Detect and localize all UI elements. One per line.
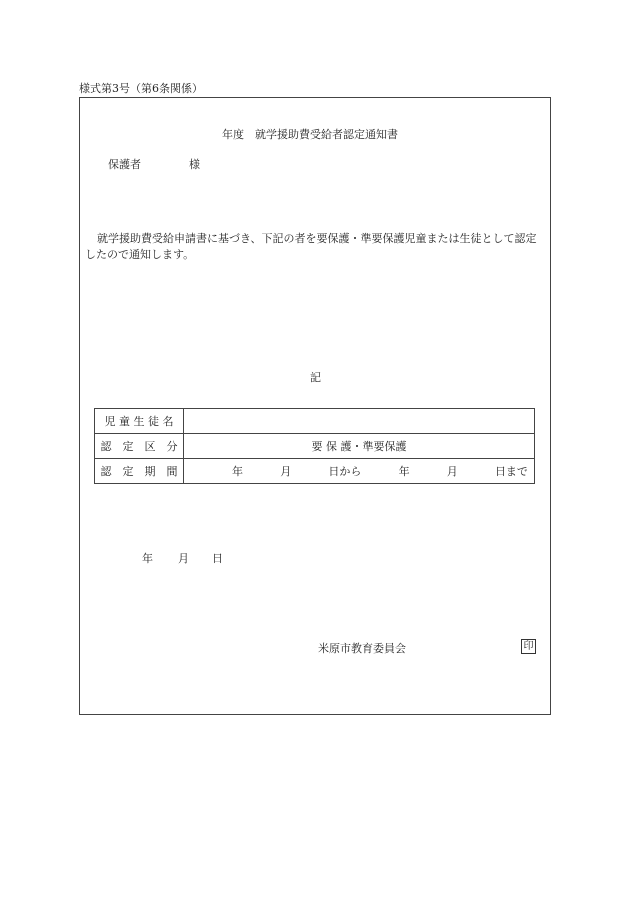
issue-date-month: 月 <box>178 552 189 565</box>
period-label: 認 定 期 間 <box>95 459 184 484</box>
form-frame <box>79 97 551 715</box>
table-row <box>95 459 535 484</box>
issue-date-day: 日 <box>212 552 223 565</box>
category-label: 認 定 区 分 <box>95 434 184 459</box>
period-value <box>184 459 535 484</box>
period-start-day: 日から <box>328 465 362 478</box>
student-name-value <box>184 409 535 434</box>
guardian-label: 保護者 <box>108 158 141 171</box>
honorific: 様 <box>189 158 200 171</box>
table-row <box>95 409 535 434</box>
period-start-year: 年 <box>232 465 243 478</box>
period-end-day: 日まで <box>494 465 528 478</box>
issue-date-year: 年 <box>142 552 153 565</box>
document-title: 年度 就学援助費受給者認定通知書 <box>222 128 398 141</box>
period-start-month: 月 <box>280 465 292 478</box>
issuer-name: 米原市教育委員会 <box>318 642 406 655</box>
seal-stamp: 印 <box>521 639 536 654</box>
ki-heading: 記 <box>310 371 321 384</box>
period-end-month: 月 <box>446 465 458 478</box>
info-table <box>94 408 535 484</box>
category-value: 要 保 護・準要保護 <box>184 434 535 459</box>
issue-date <box>142 550 223 566</box>
form-number-label: 様式第3号（第6条関係） <box>79 82 203 95</box>
body-text: 就学援助費受給申請書に基づき、下記の者を要保護・準要保護児童または生徒として認定したので通知します。 <box>85 232 537 261</box>
student-name-label: 児 童 生 徒 名 <box>95 409 184 434</box>
table-row <box>95 434 535 459</box>
period-end-year: 年 <box>398 465 410 478</box>
